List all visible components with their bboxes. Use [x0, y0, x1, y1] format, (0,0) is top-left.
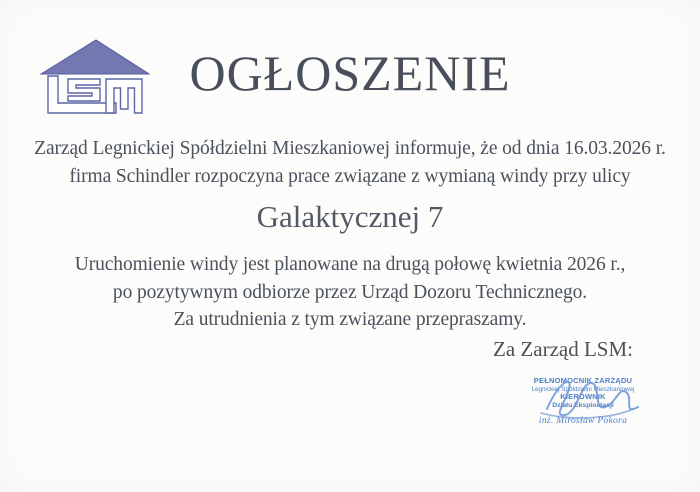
- address-heading: Galaktycznej 7: [256, 199, 444, 234]
- details-line-3: Za utrudnienia z tym związane przepraszamy.: [173, 309, 527, 330]
- intro-paragraph: [0, 135, 700, 190]
- details-paragraph: [0, 251, 700, 334]
- details-line-1: Uruchomienie windy jest planowane na drugą połowę kwietnia 2026 r.,: [74, 254, 626, 275]
- intro-line-2: firma Schindler rozpoczyna prace związane z wymianą windy przy ulicy: [69, 165, 631, 187]
- stamp-signed-name: inż. Mirosław Pokora: [538, 416, 628, 427]
- signoff-text: Za Zarząd LSM:: [493, 337, 633, 361]
- intro-line-1: Zarząd Legnickiej Spółdzielni Mieszkaniowej informuje, że od dnia 16.03.2026 r.: [34, 138, 666, 159]
- stamp-org-line: Legnickiej Spółdzielni Mieszkaniowej: [531, 385, 635, 393]
- official-stamp: [519, 377, 647, 427]
- stamp-department-line: Działu Eksploatacji: [552, 402, 614, 410]
- document-title: OGŁOSZENIE: [189, 45, 511, 101]
- stamp-position-line: KIEROWNIK: [560, 392, 606, 402]
- details-line-2: po pozytywnym odbiorze przez Urząd Dozoru Technicznego.: [112, 281, 588, 303]
- stamp-role-line: PEŁNOMOCNIK ZARZĄDU: [533, 376, 633, 385]
